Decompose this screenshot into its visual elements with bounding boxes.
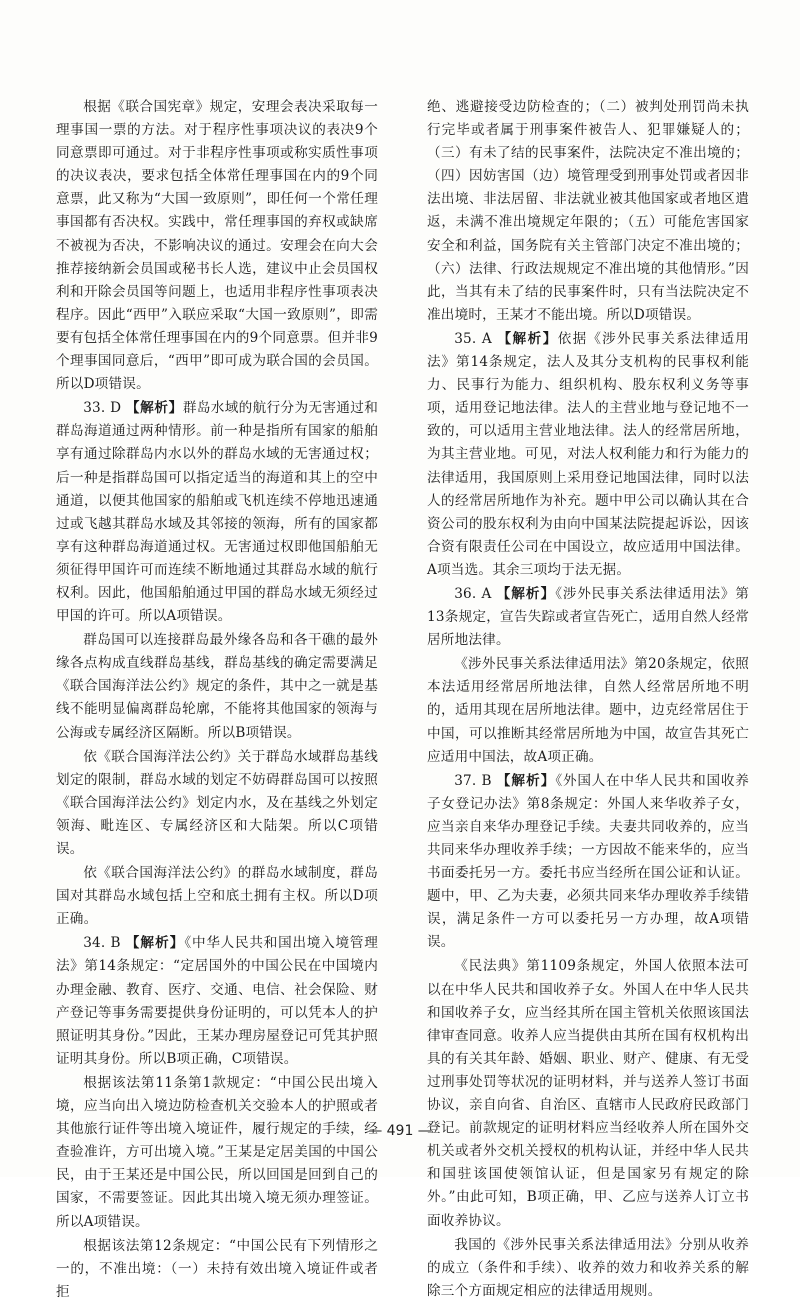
paragraph-civil-code-1109: 《民法典》第1109条规定，外国人依照本法可以在中华人民共和国收养子女。外国人在中华人民共和国收养子女，应当经其所在国主管机关依照该国法律审查同意。收养人应当提供由其所在国有权机构出具的有关其年龄、婚姻、职业、财产、健康、有无受过刑事处罚等状况的证明材料，并与送养人签订书面协议，亲自向省、自治区、直辖市人民政府民政部门登记。前款规定的证明材料应当经收养人所在国外交机关或者外交机关授权的机构认证，并经中华人民共和国驻该国使领馆认证，但是国家另有规定的除外。”由此可知，B项正确，甲、乙应与送养人订立书面收养协议。 <box>427 958 749 1229</box>
answer-36-text: 《涉外民事关系法律适用法》第13条规定，宣告失踪或者宣告死亡，适用自然人经常居所地法律。 <box>427 585 749 649</box>
answer-34-text: 《中华人民共和国出境入境管理法》第14条规定：“定居国外的中国公民在中国境内办理金融、教育、医疗、交通、电信、社会保险、财产登记等事务需要提供身份证明的，可以凭本人的护照证明其身份。”因此，王某办理房屋登记可凭其护照证明其身份。所以B项正确，C项错误。 <box>56 935 379 1067</box>
answer-35-number: 35. A <box>454 330 492 347</box>
answer-37 <box>427 770 749 955</box>
answer-36-number: 36. A <box>454 585 492 602</box>
right-column <box>427 96 749 1303</box>
answer-33-text: 群岛水域的航行分为无害通过和群岛海道通过两种情形。前一种是指所有国家的船舶享有通过除群岛内水以外的群岛水域的无害通过权；后一种是指群岛国可以指定适当的海道和其上的空中通道，以便其他国家的船舶或飞机连续不停地迅速通过或飞越其群岛水域及其邻接的领海，所有的国家都享有这种群岛海道通过权。无害通过权即他国船舶无须征得甲国许可而连续不断地通过其群岛水域的航行权利。因此，他国船舶通过甲国的群岛水域无须经过甲国的许可。所以A项错误。 <box>56 400 378 625</box>
answer-34-number: 34. B <box>83 935 121 952</box>
paragraph-un-charter: 根据《联合国宪章》规定，安理会表决采取每一理事国一票的方法。对于程序性事项决议的表决9个同意票即可通过。对于非程序性事项或称实质性事项的决议表决，要求包括全体常任理事国在内的9个同意票，此又称为“大国一致原则”，即任何一个常任理事国都有否决权。实践中，常任理事国的弃权或缺席不被视为否决，不影响决议的通过。安理会在向大会推荐接纳新会员国或秘书长人选，建议中止会员国权利和开除会员国等问题上，也适用非程序性事项表决程序。因此“西甲”入联应采取“大国一致原则”，即需要有包括全体常任理事国在内的9个同意票。但并非9个理事国同意后，“西甲”即可成为联合国的会员国。所以D项错误。 <box>56 99 378 393</box>
analysis-tag: 【解析】 <box>497 330 558 347</box>
analysis-tag: 【解析】 <box>496 585 556 602</box>
answer-33-number: 33. D <box>83 400 122 417</box>
paragraph-option-d: 依《联合国海洋法公约》的群岛水域制度，群岛国对其群岛水域包括上空和底土拥有主权。所以D项正确。 <box>56 865 378 928</box>
paragraph-article-20: 《涉外民事关系法律适用法》第20条规定，依照本法适用经常居所地法律，自然人经常居所地不明的，适用其现在居所地法律。题中，边克经常居住于中国，可以推断其经常居所地为中国，故宣告其死亡应适用中国法，故A项正确。 <box>427 656 749 765</box>
answer-35-text: 依据《涉外民事关系法律适用法》第14条规定，法人及其分支机构的民事权利能力、民事行为能力、组织机构、股东权利义务等事项，适用登记地法律。法人的主营业地与登记地不一致的，可以适用主营业地法律。法人的经常居所地，为其主营业地。可见，对法人权利能力和行为能力的法律适用，我国原则上采用登记地国法律，同时以法人的经常居所地作为补充。题中甲公司以确认其在合资公司的股东权利为由向中国某法院提起诉讼，因该合资有限责任公司在中国设立，故应适用中国法律。A项当选。其余三项均于法无据。 <box>427 330 749 578</box>
answer-35 <box>427 328 749 582</box>
paragraph-option-b: 群岛国可以连接群岛最外缘各岛和各干礁的最外缘各点构成直线群岛基线，群岛基线的确定需要满足《联合国海洋法公约》规定的条件，其中之一就是基线不能明显偏离群岛轮廓，不能将其他国家的领海与公海或专属经济区隔断。所以B项错误。 <box>56 632 378 741</box>
analysis-tag: 【解析】 <box>496 772 556 789</box>
page-number: — 491 — <box>368 1123 432 1139</box>
answer-36 <box>427 583 749 652</box>
paragraph-article-12: 根据该法第12条规定：“中国公民有下列情形之一的，不准出境：（一）未持有效出境入境证件或者拒 <box>56 1237 378 1300</box>
answer-34 <box>56 932 378 1071</box>
answer-37-number: 37. B <box>454 772 492 789</box>
analysis-tag: 【解析】 <box>125 935 185 952</box>
paragraph-continued: 绝、逃避接受边防检查的；（二）被判处刑罚尚未执行完毕或者属于刑事案件被告人、犯罪嫌疑人的；（三）有未了结的民事案件，法院决定不准出境的；（四）因妨害国（边）境管理受到刑事处罚或者因非法出境、非法居留、非法就业被其他国家或者地区遣返，未满不准出境规定年限的；（五）可能危害国家安全和利益，国务院有关主管部门决定不准出境的；（六）法律、行政法规规定不准出境的其他情形。”因此，当其有未了结的民事案件时，只有当法院决定不准出境时，王某才不能出境。所以D项错误。 <box>427 99 749 323</box>
paragraph-option-c: 依《联合国海洋法公约》关于群岛水域群岛基线划定的限制，群岛水域的划定不妨碍群岛国可以按照《联合国海洋法公约》划定内水，及在基线之外划定领海、毗连区、专属经济区和大陆架。所以C项错误。 <box>56 748 378 857</box>
answer-33 <box>56 397 378 628</box>
paragraph-summary: 我国的《涉外民事关系法律适用法》分别从收养的成立（条件和手续）、收养的效力和收养关系的解除三个方面规定相应的法律适用规则。 <box>427 1236 749 1299</box>
paragraph-article-11: 根据该法第11条第1款规定：“中国公民出境入境，应当向出入境边防检查机关交验本人的护照或者其他旅行证件等出境入境证件，履行规定的手续，经查验准许，方可出境入境。”王某是定居美国的中国公民，由于王某还是中国公民，所以回国是回到自己的国家，不需要签证。因此其出境入境无须办理签证。所以A项错误。 <box>56 1074 378 1230</box>
answer-37-text: 《外国人在中华人民共和国收养子女登记办法》第8条规定：外国人来华收养子女，应当亲自来华办理登记手续。夫妻共同收养的，应当共同来华办理收养手续；一方因故不能来华的，应当书面委托另一方。委托书应当经所在国公证和认证。题中，甲、乙为夫妻，必须共同来华办理收养手续错误，满足条件一方可以委托另一方办理，故A项错误。 <box>427 772 750 951</box>
analysis-tag: 【解析】 <box>125 400 183 417</box>
